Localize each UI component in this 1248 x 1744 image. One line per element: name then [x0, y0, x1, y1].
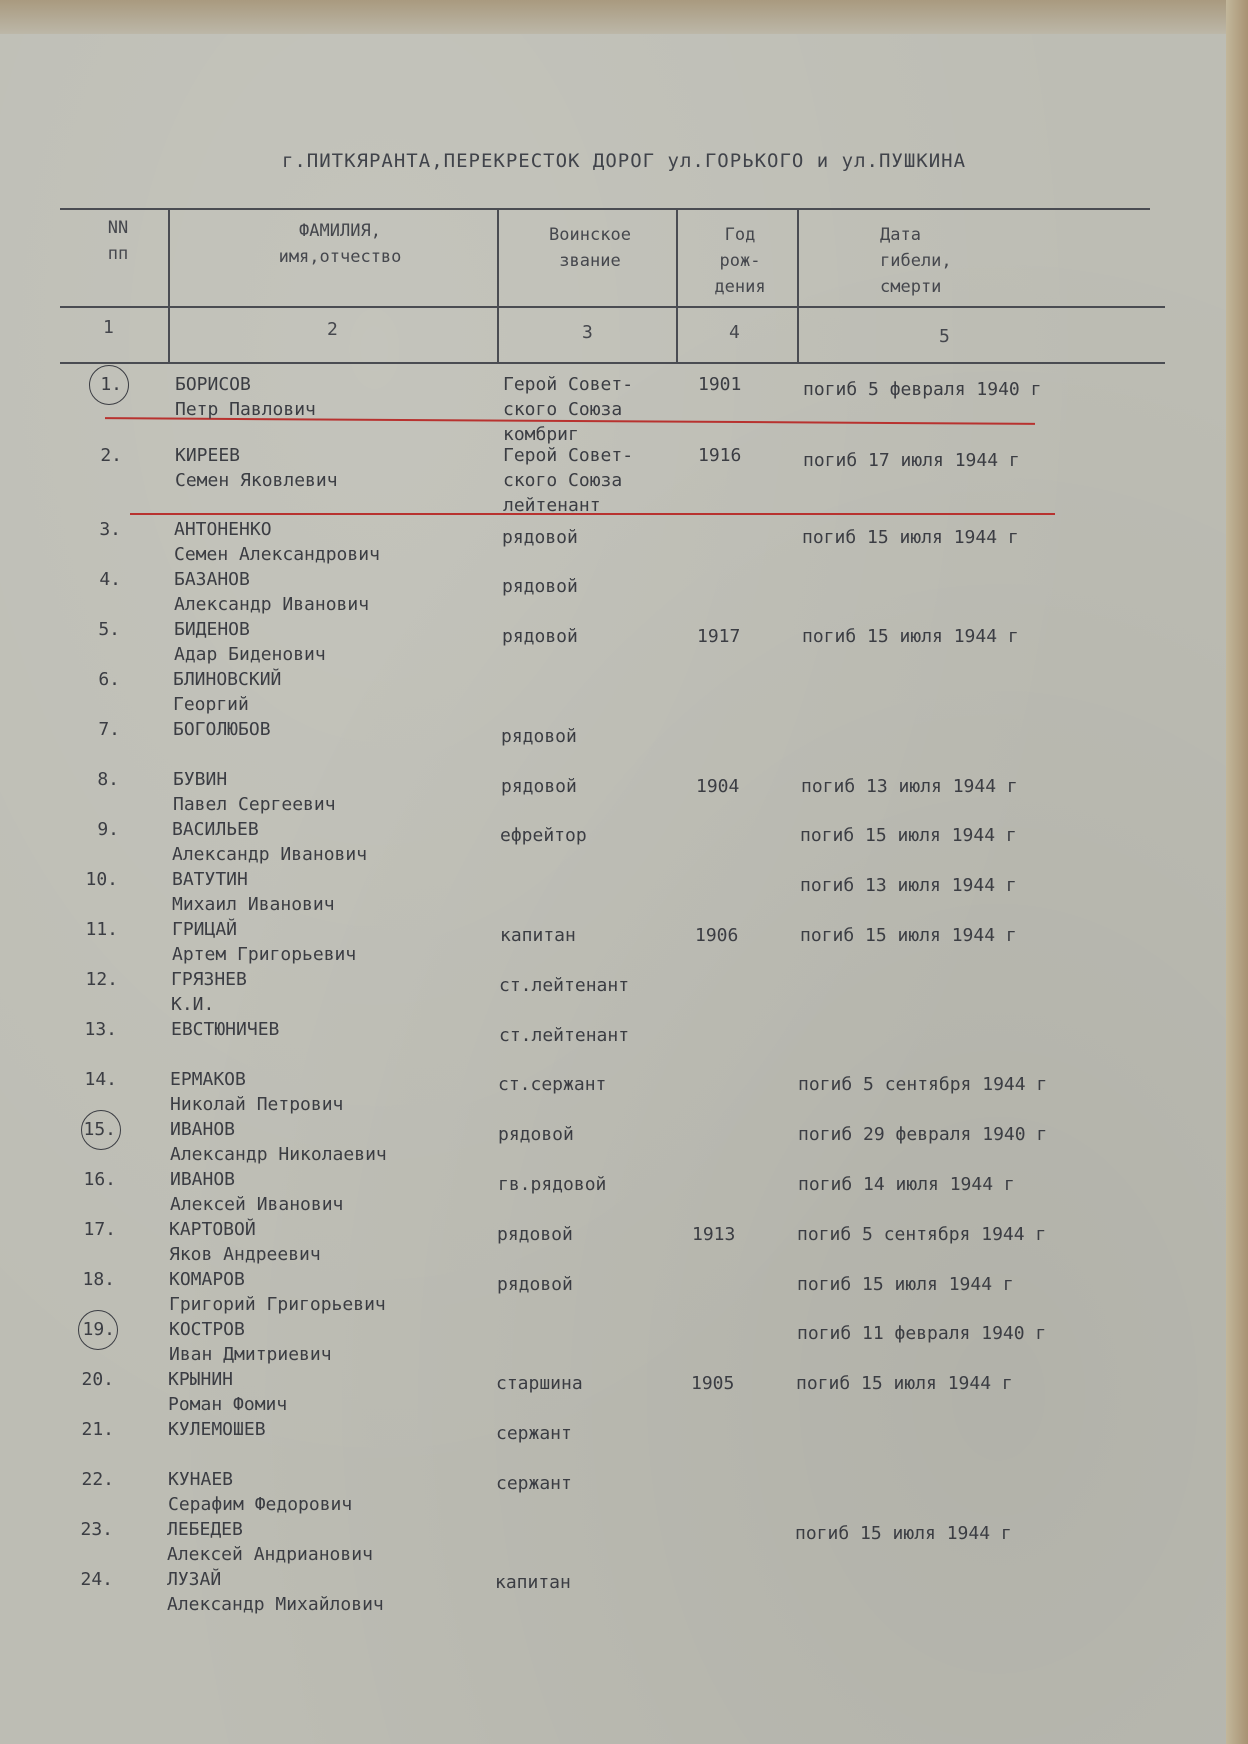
row-surname: ВАСИЛЬЕВ: [172, 819, 259, 840]
header-name: ФАМИЛИЯ, имя,отчество: [278, 221, 402, 267]
row-rank: сержант: [496, 1473, 572, 1494]
row-surname: ИВАНОВ: [170, 1169, 236, 1190]
row-death-date: погиб 29 февраля 1940 г: [798, 1124, 1048, 1145]
row-death-date: погиб 15 июля 1944 г: [800, 825, 1017, 846]
row-death-date: погиб 15 июля 1944 г: [802, 527, 1019, 548]
row-rank: ст.сержант: [498, 1074, 607, 1095]
row-rank: рядовой: [498, 1124, 574, 1145]
header-nn: NN пп: [107, 218, 129, 264]
row-given-name: Григорий Григорьевич: [169, 1294, 386, 1315]
row-surname: КОСТРОВ: [169, 1319, 245, 1340]
row-number: 17.: [83, 1219, 116, 1240]
column-divider-2: [497, 208, 499, 364]
row-death-date: погиб 13 июля 1944 г: [801, 776, 1018, 797]
circled-number-mark: [78, 1310, 118, 1350]
row-number: 1.: [100, 374, 122, 395]
row-death-date: погиб 5 сентября 1944 г: [797, 1224, 1047, 1245]
row-death-date: погиб 15 июля 1944 г: [800, 925, 1017, 946]
row-death-date: погиб 5 сентября 1944 г: [798, 1074, 1048, 1095]
row-given-name: Георгий: [173, 694, 249, 715]
column-number-5: 5: [939, 326, 950, 347]
row-given-name: Иван Дмитриевич: [169, 1344, 332, 1365]
header-rank: Воинское звание: [549, 225, 631, 271]
row-number: 22.: [81, 1469, 114, 1490]
header-bottom-border: [60, 306, 1165, 308]
row-given-name: Александр Николаевич: [170, 1144, 387, 1165]
row-rank: рядовой: [501, 726, 577, 747]
row-surname: ЛУЗАЙ: [167, 1569, 222, 1590]
circled-number-mark: [81, 1110, 121, 1150]
row-birth-year: 1906: [695, 925, 739, 946]
row-number: 19.: [82, 1319, 115, 1340]
row-surname: КУНАЕВ: [168, 1469, 234, 1490]
row-surname: ВАТУТИН: [172, 869, 248, 890]
row-surname: КОМАРОВ: [169, 1269, 245, 1290]
row-number: 20.: [81, 1369, 114, 1390]
row-given-name: Михаил Иванович: [172, 894, 335, 915]
row-birth-year: 1905: [691, 1373, 735, 1394]
row-number: 13.: [84, 1019, 117, 1040]
row-given-name: Александр Иванович: [172, 844, 368, 865]
row-rank: гв.рядовой: [498, 1174, 607, 1195]
row-rank: капитан: [500, 925, 576, 946]
row-death-date: погиб 15 июля 1944 г: [797, 1274, 1014, 1295]
row-rank: капитан: [495, 1572, 571, 1593]
row-surname: ЕВСТЮНИЧЕВ: [171, 1019, 280, 1040]
row-rank: рядовой: [497, 1224, 573, 1245]
row-given-name: Павел Сергеевич: [173, 794, 336, 815]
row-number: 18.: [82, 1269, 115, 1290]
document-heading: г.ПИТКЯРАНТА,ПЕРЕКРЕСТОК ДОРОГ ул.ГОРЬКОГО и ул.ПУШКИНА: [281, 150, 967, 172]
row-given-name: Александр Михайлович: [167, 1594, 384, 1615]
row-number: 12.: [85, 969, 118, 990]
row-surname: ИВАНОВ: [170, 1119, 236, 1140]
column-number-4: 4: [729, 322, 740, 343]
row-rank: рядовой: [497, 1274, 573, 1295]
row-rank: рядовой: [501, 776, 577, 797]
row-given-name: Алексей Андрианович: [167, 1544, 373, 1565]
row-rank: рядовой: [502, 626, 578, 647]
row-number: 8.: [97, 769, 119, 790]
row-death-date: погиб 5 февраля 1940 г: [803, 379, 1042, 400]
row-death-date: погиб 15 июля 1944 г: [795, 1523, 1012, 1544]
row-given-name: Семен Яковлевич: [175, 470, 338, 491]
row-surname: БОГОЛЮБОВ: [173, 719, 271, 740]
row-birth-year: 1904: [696, 776, 740, 797]
row-death-date: погиб 15 июля 1944 г: [802, 626, 1019, 647]
row-number: 5.: [98, 619, 120, 640]
row-given-name: Роман Фомич: [168, 1394, 288, 1415]
row-given-name: Николай Петрович: [170, 1094, 344, 1115]
row-rank: сержант: [496, 1423, 572, 1444]
row-surname: БАЗАНОВ: [174, 569, 250, 590]
row-number: 15.: [83, 1119, 116, 1140]
row-number: 24.: [80, 1569, 113, 1590]
row-given-name: Александр Иванович: [174, 594, 370, 615]
row-surname: КИРЕЕВ: [175, 445, 241, 466]
row-surname: БУВИН: [173, 769, 228, 790]
row-rank: Герой Совет- ского Союза комбриг: [503, 374, 634, 445]
row-rank: ст.лейтенант: [499, 1025, 630, 1046]
row-given-name: Петр Павлович: [175, 399, 316, 420]
row-surname: БЛИНОВСКИЙ: [173, 669, 282, 690]
row-surname: БИДЕНОВ: [174, 619, 250, 640]
row-death-date: погиб 17 июля 1944 г: [803, 450, 1020, 471]
row-surname: АНТОНЕНКО: [174, 519, 272, 540]
row-rank: Герой Совет- ского Союза лейтенант: [503, 445, 634, 516]
row-surname: КАРТОВОЙ: [169, 1219, 256, 1240]
column-divider-3: [676, 208, 678, 364]
row-given-name: Семен Александрович: [174, 544, 380, 565]
column-number-1: 1: [103, 317, 114, 338]
row-surname: БОРИСОВ: [175, 374, 251, 395]
row-birth-year: 1916: [698, 445, 742, 466]
row-number: 6.: [98, 669, 120, 690]
row-surname: ГРИЦАЙ: [172, 919, 238, 940]
row-death-date: погиб 15 июля 1944 г: [796, 1373, 1013, 1394]
row-number: 2.: [100, 445, 122, 466]
row-surname: ГРЯЗНЕВ: [171, 969, 247, 990]
row-birth-year: 1913: [692, 1224, 736, 1245]
row-number: 11.: [85, 919, 118, 940]
paper-right-edge: [1226, 0, 1248, 1744]
header-death-date: Дата гибели, смерти: [880, 225, 952, 297]
row-given-name: К.И.: [171, 994, 215, 1015]
row-rank: ст.лейтенант: [499, 975, 630, 996]
row-number: 21.: [81, 1419, 114, 1440]
row-number: 23.: [80, 1519, 113, 1540]
row-number: 14.: [84, 1069, 117, 1090]
row-number: 10.: [85, 869, 118, 890]
row-birth-year: 1901: [698, 374, 742, 395]
row-birth-year: 1917: [697, 626, 741, 647]
row-death-date: погиб 11 февраля 1940 г: [797, 1323, 1047, 1344]
row-surname: ЕРМАКОВ: [170, 1069, 246, 1090]
row-given-name: Серафим Федорович: [168, 1494, 353, 1515]
row-number: 16.: [83, 1169, 116, 1190]
row-number: 3.: [99, 519, 121, 540]
column-numbers-bottom-border: [60, 362, 1165, 364]
row-death-date: погиб 13 июля 1944 г: [800, 875, 1017, 896]
row-given-name: Артем Григорьевич: [172, 944, 357, 965]
column-divider-4: [797, 208, 799, 364]
column-number-2: 2: [327, 319, 338, 340]
row-rank: рядовой: [502, 527, 578, 548]
header-birth-year: Год рож- дения: [714, 225, 766, 297]
row-given-name: Яков Андреевич: [169, 1244, 321, 1265]
row-surname: КУЛЕМОШЕВ: [168, 1419, 266, 1440]
row-rank: рядовой: [502, 576, 578, 597]
row-rank: ефрейтор: [500, 825, 587, 846]
circled-number-mark: [89, 365, 129, 405]
row-number: 7.: [98, 719, 120, 740]
row-surname: ЛЕБЕДЕВ: [167, 1519, 243, 1540]
row-number: 9.: [97, 819, 119, 840]
paper-top-edge: [0, 0, 1248, 34]
column-divider-1: [168, 208, 170, 364]
row-number: 4.: [99, 569, 121, 590]
row-rank: старшина: [496, 1373, 583, 1394]
column-number-3: 3: [582, 322, 593, 343]
row-given-name: Адар Биденович: [174, 644, 326, 665]
row-surname: КРЫНИН: [168, 1369, 234, 1390]
table-top-border: [60, 208, 1150, 210]
row-given-name: Алексей Иванович: [170, 1194, 344, 1215]
row-death-date: погиб 14 июля 1944 г: [798, 1174, 1015, 1195]
